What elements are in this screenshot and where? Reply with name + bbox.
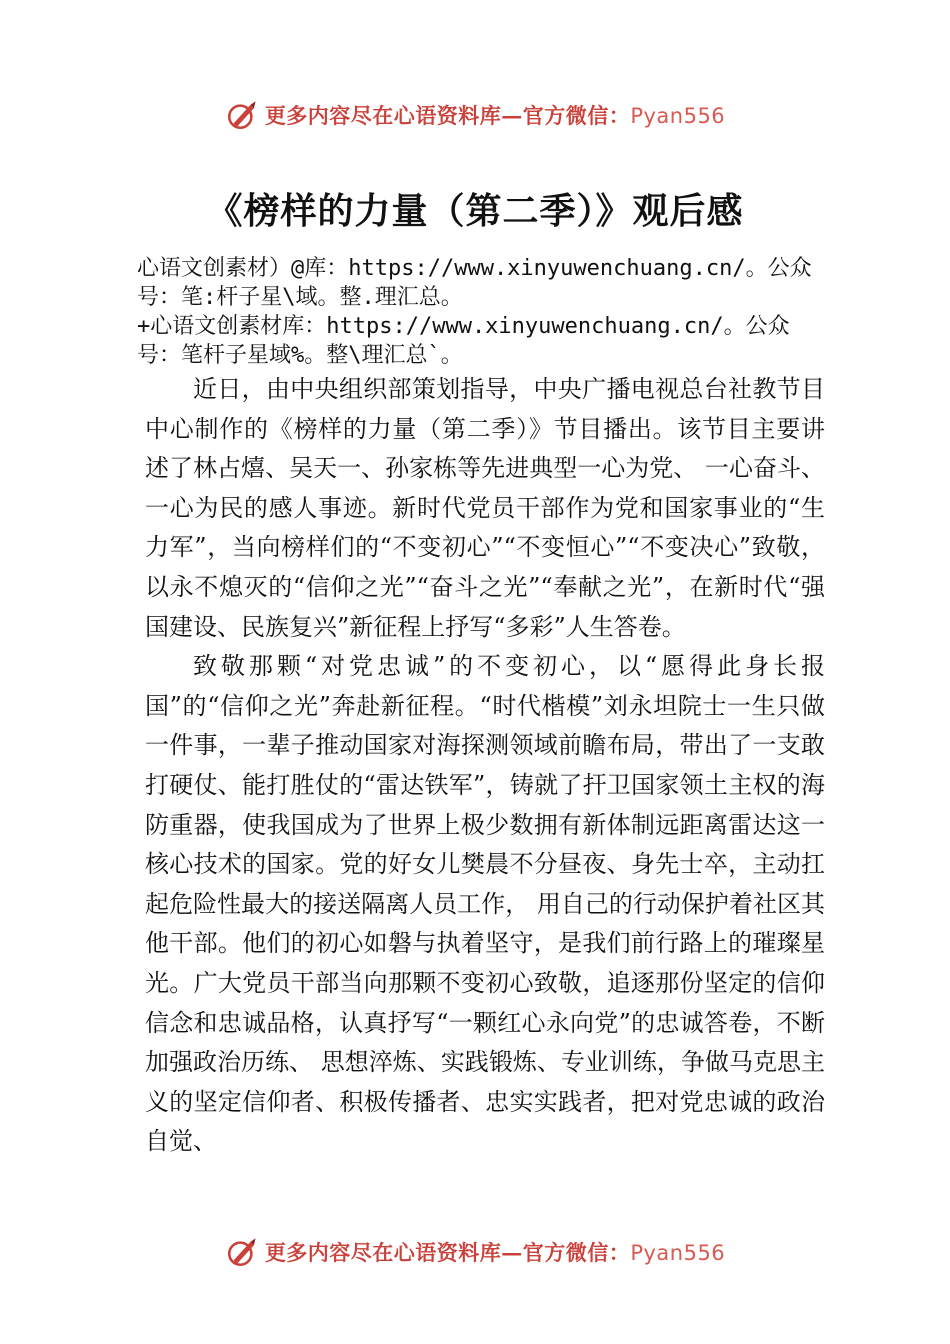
- paragraph: 近日，由中央组织部策划指导，中央广播电视总台社教节目中心制作的《榜样的力量（第二季）》节目播出。该节目主要讲述了林占熺、吴天一、孙家栋等先进典型一心为党、 一心奋斗、一心为民的感人事迹。新时代党员干部作为党和国家事业的“生力军”，当向榜样们的“不变初心”“不变恒心”“不变决心”致敬，以永不熄灭的“信仰之光”“奋斗之光”“奉献之光”，在新时代“强国建设、民族复兴”新征程上抒写“多彩”人生答卷。: [145, 375, 825, 641]
- paragraph: 致敬那颗“对党忠诚”的不变初心，以“愿得此身长报国”的“信仰之光”奔赴新征程。“时代楷模”刘永坦院士一生只做一件事，一辈子推动国家对海探测领域前瞻布局，带出了一支敢打硬仗、能打胜仗的“雷达铁军”，铸就了扞卫国家领土主权的海防重器，使我国成为了世界上极少数拥有新体制远距离雷达这一核心技术的国家。党的好女儿樊晨不分昼夜、身先士卒，主动扛起危险性最大的接送隔离人员工作， 用自己的行动保护着社区其他干部。他们的初心如磐与执着坚守，是我们前行路上的璀璨星光。广大党员干部当向那颗不变初心致敬，追逐那份坚定的信仰信念和忠诚品格，认真抒写“一颗红心永向党”的忠诚答卷，不断加强政治历练、 思想淬炼、实践锻炼、专业训练，争做马克思主义的坚定信仰者、积极传播者、忠实实践者，把对党忠诚的政治自觉、: [145, 652, 825, 1156]
- document-title: 《榜样的力量（第二季）》观后感: [206, 191, 744, 232]
- source-line: +心语文创素材库：https://www.xinyuwenchuang.cn/。公众号：笔杆子星域%。整\理汇总`。: [137, 314, 790, 368]
- banner-text: 更多内容尽在心语资料库—官方微信：Pyan556: [264, 1240, 726, 1265]
- header-banner: [0, 95, 950, 135]
- wechat-id: Pyan556: [630, 104, 726, 128]
- banner-text: 更多内容尽在心语资料库—官方微信：Pyan556: [264, 103, 726, 128]
- footer-banner: [0, 1232, 950, 1272]
- pen-logo-icon: [225, 98, 259, 132]
- pen-logo-icon: [225, 1235, 259, 1269]
- source-line: 心语文创素材）@库：https://www.xinyuwenchuang.cn/。公众号：笔:杆子星\域。整.理汇总。: [137, 256, 812, 310]
- article-body: [145, 370, 825, 1162]
- wechat-id: Pyan556: [630, 1241, 726, 1265]
